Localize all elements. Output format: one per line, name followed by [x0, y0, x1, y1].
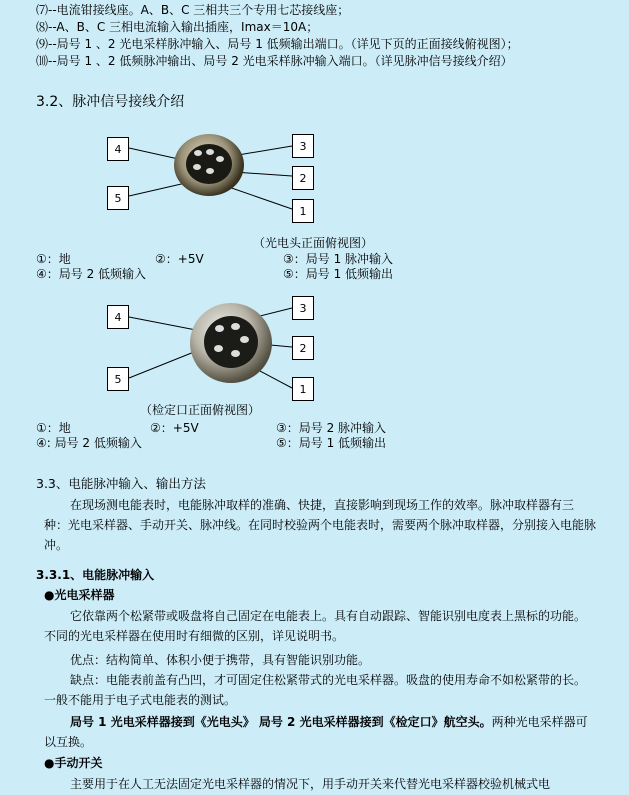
list-item-10: ⑽--局号 1 、2 低频脉冲输出、局号 2 光电采样脉冲输入端口。（详见脉冲信号接线介绍）: [36, 54, 513, 68]
pin-desc: ④：局号 2 低频输入: [36, 267, 147, 281]
pin-desc: ①：地: [36, 252, 71, 266]
pin-desc: ④: 局号 2 低频输入: [36, 436, 142, 450]
pin-desc: ⑤：局号 1 低频输出: [276, 436, 387, 450]
list-item-7: ⑺--电流钳接线座。A、B、C 三相共三个专用七芯接线座；: [36, 3, 350, 17]
pin-desc: ②：+5V: [150, 421, 199, 435]
pin-desc: ①：地: [36, 421, 71, 435]
connector-photo-2: [190, 303, 272, 383]
pros-line: 优点：结构简单、体积小便于携带，具有智能识别功能。: [70, 653, 371, 667]
pin-label-box: 3: [292, 296, 314, 320]
pin-label-box: 4: [107, 137, 129, 161]
pin-label-box: 1: [292, 377, 314, 401]
pin-desc: ⑤：局号 1 低频输出: [283, 267, 394, 281]
pin-label-box: 5: [107, 367, 129, 391]
photo-sampler-paragraph: 它依靠两个松紧带或吸盘将自己固定在电能表上。具有自动跟踪、智能识别电度表上黑标的功能。不同的光电采样器在使用时有细微的区别，详见说明书。: [44, 609, 587, 643]
pin-label-box: 1: [292, 199, 314, 223]
section-3-3-paragraph: 在现场测电能表时，电能脉冲取样的准确、快捷，直接影响到现场工作的效率。脉冲取样器有三种：光电采样器、手动开关、脉冲线。在同时校验两个电能表时，需要两个脉冲取样器，分别接入电能脉冲。: [44, 498, 597, 552]
bold-connection-note: 局号 1 光电采样器接到《光电头》 局号 2 光电采样器接到《检定口》航空头。: [70, 715, 492, 729]
list-item-9: ⑼--局号 1 、2 光电采样脉冲输入、局号 1 低频输出端口。（详见下页的正面接线俯视图）；: [36, 37, 519, 51]
pin-desc: ②：+5V: [155, 252, 204, 266]
pin-label-box: 3: [292, 134, 314, 158]
pin-label-box: 5: [107, 186, 129, 210]
connector-photo-1: [174, 134, 244, 196]
pin-label-box: 2: [292, 336, 314, 360]
section-3-3-title: 3.3、电能脉冲输入、输出方法: [36, 476, 206, 491]
section-3-2-title: 3.2、脉冲信号接线介绍: [36, 94, 185, 110]
pin-label-box: 4: [107, 305, 129, 329]
section-3-3-1-title: 3.3.1、电能脉冲输入: [36, 568, 155, 582]
sampler-connection-note: [44, 712, 596, 752]
diagram2-caption: （检定口正面俯视图）: [140, 403, 261, 417]
cons-paragraph: 缺点：电能表前盖有凸凹，才可固定住松紧带式的光电采样器。吸盘的使用寿命不如松紧带的长。一般不能用于电子式电能表的测试。: [44, 673, 587, 707]
note-tail: 两种光电采样器可以互换。: [44, 715, 588, 749]
pin-desc: ③：局号 2 脉冲输入: [276, 421, 387, 435]
bullet-photo-sampler: ●光电采样器: [44, 588, 115, 602]
pin-label-box: 2: [292, 166, 314, 190]
list-item-8: ⑻--A、B、C 三相电流输入输出插座，Imax＝10A；: [36, 20, 319, 34]
manual-switch-paragraph: 主要用于在人工无法固定光电采样器的情况下，用手动开关来代替光电采样器校验机械式电: [70, 777, 551, 791]
pin-desc: ③：局号 1 脉冲输入: [283, 252, 394, 266]
bullet-manual-switch: ●手动开关: [44, 756, 103, 770]
diagram1-caption: （光电头正面俯视图）: [253, 236, 374, 250]
